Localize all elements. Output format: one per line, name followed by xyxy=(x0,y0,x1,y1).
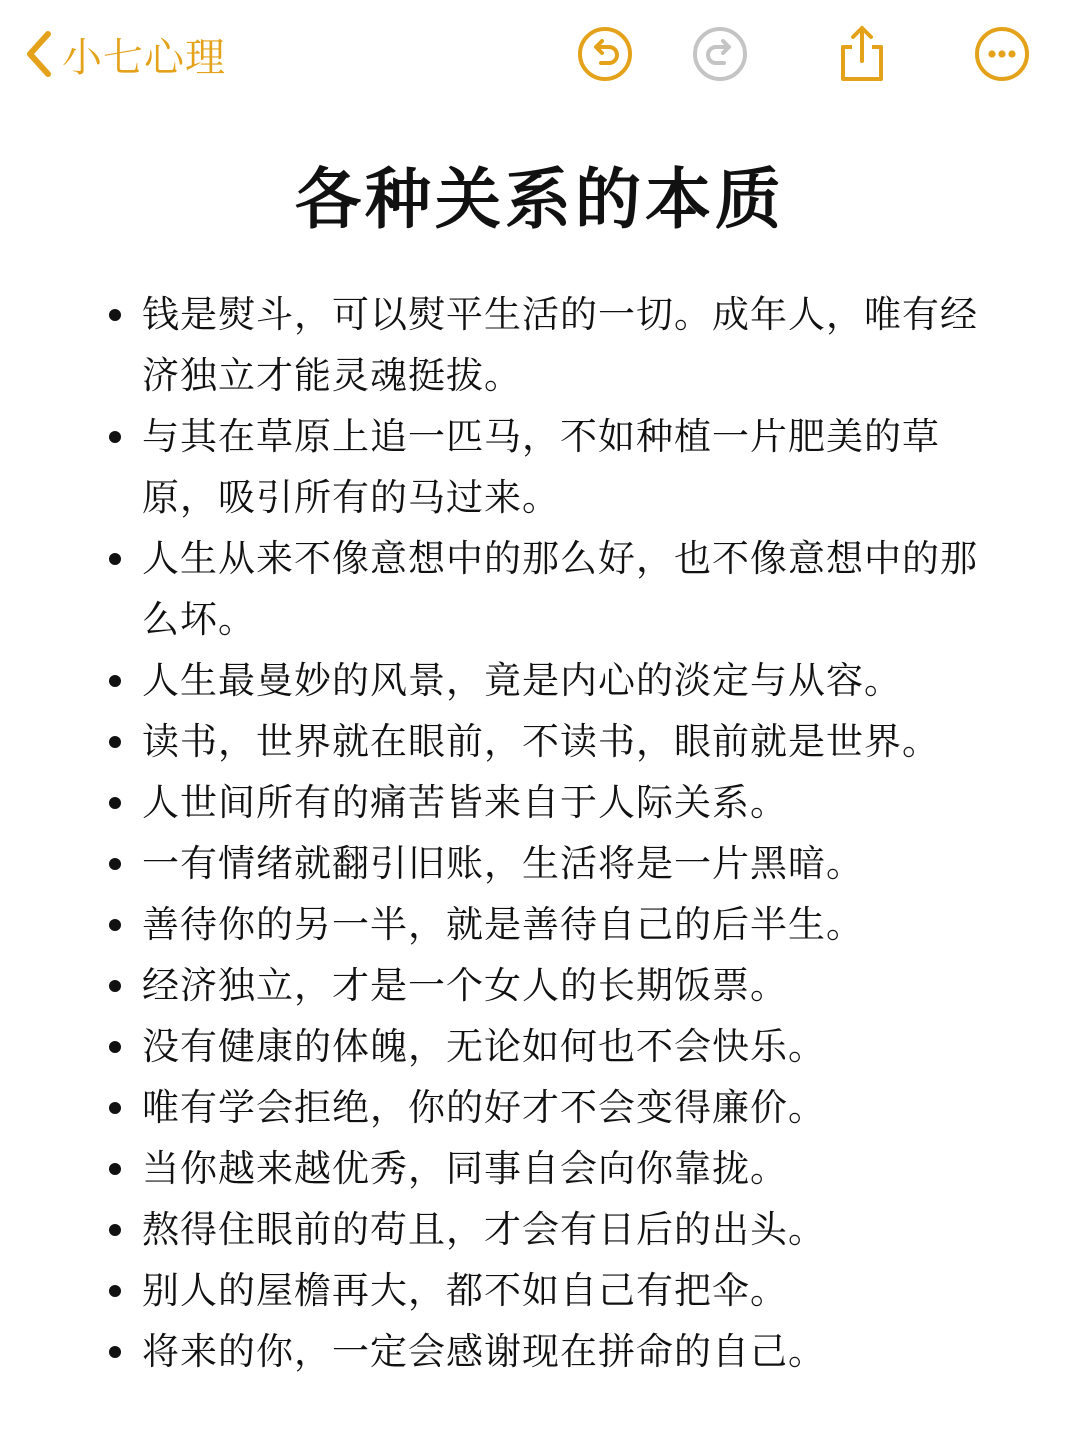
list-item xyxy=(0,1016,1080,1077)
bullet-dot-icon xyxy=(109,1041,121,1053)
back-button[interactable] xyxy=(22,22,226,86)
bullet-dot-icon xyxy=(109,553,121,565)
list-item-text: 钱是熨斗，可以熨平生活的一切。成年人，唯有经济独立才能灵魂挺拔。 xyxy=(142,293,978,397)
list-item-text: 熬得住眼前的苟且，才会有日后的出头。 xyxy=(142,1208,826,1251)
list-item-text: 善待你的另一半，就是善待自己的后半生。 xyxy=(142,903,864,946)
bullet-dot-icon xyxy=(109,1224,121,1236)
list-item-text: 读书，世界就在眼前，不读书，眼前就是世界。 xyxy=(142,720,940,763)
note-bullet-list xyxy=(0,284,1080,1382)
bullet-dot-icon xyxy=(109,858,121,870)
list-item-text: 别人的屋檐再大，都不如自己有把伞。 xyxy=(142,1269,788,1312)
list-item xyxy=(0,284,1080,406)
redo-icon xyxy=(691,25,749,83)
redo-button[interactable] xyxy=(690,24,750,84)
bullet-dot-icon xyxy=(109,1285,121,1297)
list-item xyxy=(0,772,1080,833)
list-item xyxy=(0,711,1080,772)
list-item xyxy=(0,650,1080,711)
bullet-dot-icon xyxy=(109,675,121,687)
list-item xyxy=(0,406,1080,528)
list-item xyxy=(0,1321,1080,1382)
bullet-dot-icon xyxy=(109,797,121,809)
more-icon xyxy=(973,25,1031,83)
bullet-dot-icon xyxy=(109,309,121,321)
undo-button[interactable] xyxy=(575,24,635,84)
bullet-dot-icon xyxy=(109,980,121,992)
chevron-left-icon xyxy=(22,29,56,79)
bullet-dot-icon xyxy=(109,431,121,443)
bullet-dot-icon xyxy=(109,1346,121,1358)
list-item xyxy=(0,1077,1080,1138)
list-item xyxy=(0,1138,1080,1199)
list-item-text: 没有健康的体魄，无论如何也不会快乐。 xyxy=(142,1025,826,1068)
list-item xyxy=(0,1199,1080,1260)
note-title: 各种关系的本质 xyxy=(295,161,785,238)
list-item-text: 经济独立，才是一个女人的长期饭票。 xyxy=(142,964,788,1007)
list-item xyxy=(0,528,1080,650)
bullet-dot-icon xyxy=(109,1102,121,1114)
list-item-text: 当你越来越优秀，同事自会向你靠拢。 xyxy=(142,1147,788,1190)
bullet-dot-icon xyxy=(109,1163,121,1175)
share-button[interactable] xyxy=(832,24,892,84)
list-item xyxy=(0,1260,1080,1321)
list-item xyxy=(0,894,1080,955)
list-item-text: 一有情绪就翻引旧账，生活将是一片黑暗。 xyxy=(142,842,864,885)
notes-toolbar xyxy=(0,0,1080,110)
list-item-text: 人世间所有的痛苦皆来自于人际关系。 xyxy=(142,781,788,824)
list-item-text: 人生从来不像意想中的那么好，也不像意想中的那么坏。 xyxy=(142,537,978,641)
list-item-text: 与其在草原上追一匹马，不如种植一片肥美的草原，吸引所有的马过来。 xyxy=(142,415,940,519)
bullet-dot-icon xyxy=(109,736,121,748)
list-item-text: 人生最曼妙的风景，竟是内心的淡定与从容。 xyxy=(142,659,902,702)
list-item-text: 将来的你，一定会感谢现在拼命的自己。 xyxy=(142,1330,826,1373)
share-icon xyxy=(833,23,891,85)
list-item xyxy=(0,955,1080,1016)
back-label: 小七心理 xyxy=(62,34,226,81)
bullet-dot-icon xyxy=(109,919,121,931)
list-item-text: 唯有学会拒绝，你的好才不会变得廉价。 xyxy=(142,1086,826,1129)
more-button[interactable] xyxy=(972,24,1032,84)
list-item xyxy=(0,833,1080,894)
undo-icon xyxy=(576,25,634,83)
